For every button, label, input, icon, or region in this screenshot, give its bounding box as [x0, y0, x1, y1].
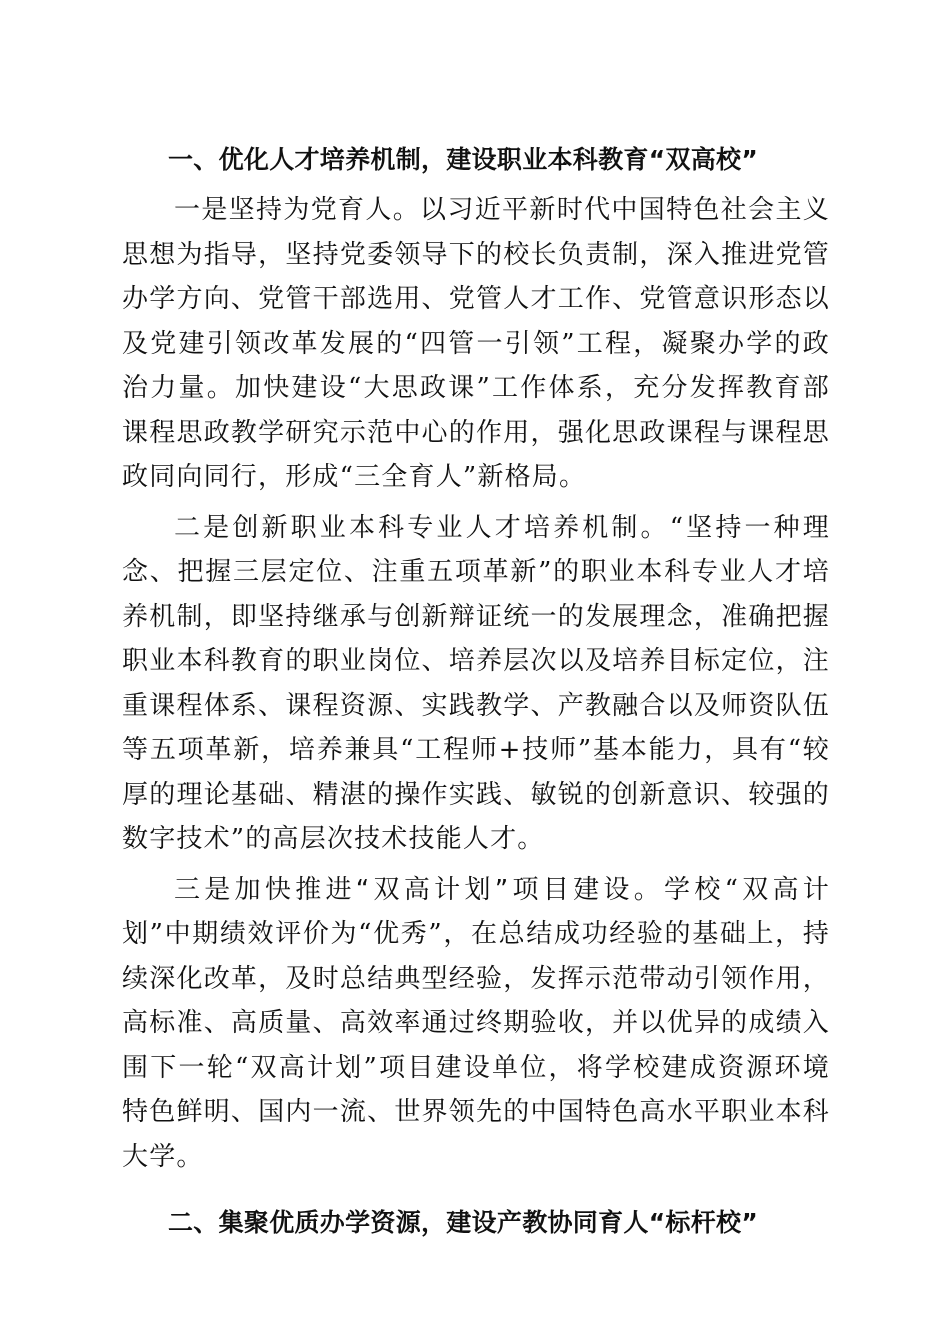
document-body — [122, 138, 830, 1245]
paragraph-2-lead: 二是创新职业本科专业人才培养机制。 — [174, 512, 670, 543]
section-heading-1: 一、优化人才培养机制，建设职业本科教育“双高校” — [168, 145, 759, 174]
paragraph-1-text: 以习近平新时代中国特色社会主义思想为指导，坚持党委领导下的校长负责制，深入推进党管办学方向、党管干部选用、党管人才工作、党管意识形态以及党建引领改革发展的“四管一引领”工程，凝聚办学的政治力量。加快建设“大思政课”工作体系，充分发挥教育部课程思政教学研究示范中心的作用，强化思政课程与课程思政同向同行，形成“三全育人”新格局。 — [122, 195, 830, 492]
paragraph-3-text: 学校“双高计划”中期绩效评价为“优秀”，在总结成功经验的基础上，持续深化改革，及时总结典型经验，发挥示范带动引领作用，高标准、高质量、高效率通过终期验收，并以优异的成绩入围下一轮“双高计划”项目建设单位，将学校建成资源环境特色鲜明、国内一流、世界领先的中国特色高水平职业本科大学。 — [122, 874, 830, 1172]
paragraph-2-text: “坚持一种理念、把握三层定位、注重五项革新”的职业本科专业人才培养机制，即坚持继承与创新辩证统一的发展理念，准确把握职业本科教育的职业岗位、培养层次以及培养目标定位，注重课程体系、课程资源、实践教学、产教融合以及师资队伍等五项革新，培养兼具“工程师+技师”基本能力，具有“较厚的理论基础、精湛的操作实践、敏锐的创新意识、较强的数字技术”的高层次技术技能人才。 — [122, 512, 830, 854]
paragraph-3-lead: 三是加快推进“双高计划”项目建设。 — [174, 874, 665, 905]
paragraph-2 — [122, 506, 830, 862]
paragraph-1-lead: 一是坚持为党育人。 — [174, 195, 421, 225]
paragraph-3 — [122, 868, 830, 1180]
section-heading-2: 二、集聚优质办学资源，建设产教协同育人“标杆校” — [168, 1208, 759, 1237]
paragraph-1 — [122, 188, 830, 500]
